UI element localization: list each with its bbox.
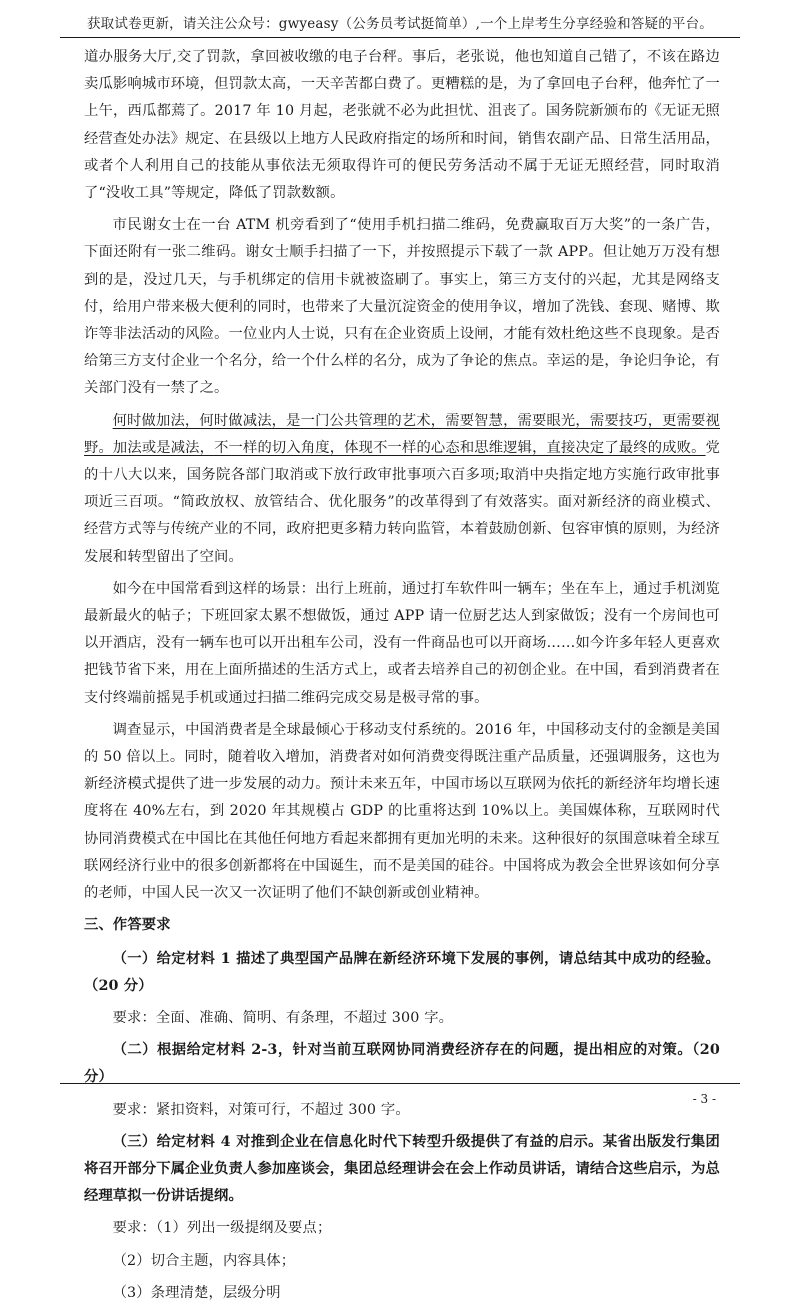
question-3-requirement-2: （2）切合主题，内容具体； bbox=[112, 1252, 296, 1269]
header-notice-text: 获取试卷更新，请关注公众号：gwyeasy（公务员考试挺简单）,一个上岸考生分享经验和答疑的平台。 bbox=[86, 16, 713, 32]
section-title: 三、作答要求 bbox=[84, 917, 171, 934]
question-3-requirement-3: （3）条理清楚，层级分明 bbox=[112, 1284, 281, 1301]
paragraph-qr-fraud: 市民谢女士在一台 ATM 机旁看到了“使用手机扫描二维码，免费赢取百万大奖”的一条广告，下面还附有一张二维码。谢女士顺手扫描了一下，并按照提示下载了一款 APP。但让她万万没有想到的是，没过几天，与手机绑定的信用卡就被盗刷了。事实上，第三方支付的兴起，尤其是网络支付，给用户带来极大便利的同时，也带来了大量沉淀资金的使用争议，增加了洗钱、套现、赌博、欺诈等非法活动的风险。一位业内人士说，只有在企业资质上设闸，才能有效杜绝这些不良现象。是否给第三方支付企业一个名分，给一个什么样的名分，成为了争论的焦点。幸运的是，争论归争论，有关部门没有一禁了之。 bbox=[84, 217, 720, 397]
underlined-key-sentence: 何时做加法，何时做减法，是一门公共管理的艺术，需要智慧，需要眼光，需要技巧，更需要视野。加法或是减法，不一样的切入角度，体现不一样的心态和思维逻辑，直接决定了最终的成败。 bbox=[84, 412, 720, 456]
question-2-requirement: 要求：紧扣资料，对策可行，不超过 300 字。 bbox=[112, 1101, 410, 1118]
question-1: （一）给定材料 1 描述了典型国产品牌在新经济环境下发展的事例，请总结其中成功的经验。（20 分） bbox=[84, 950, 720, 994]
paragraph-governance bbox=[84, 408, 720, 571]
paragraph-mobile-payment: 调查显示，中国消费者是全球最倾心于移动支付系统的。2016 年，中国移动支付的金额是美国的 50 倍以上。同时，随着收入增加，消费者对如何消费变得既注重产品质量，还强调服务，这也为新经济模式提供了进一步发展的动力。预计未来五年，中国市场以互联网为依托的新经济年均增长速度将在 40%左右，到 2020 年其规模占 GDP 的比重将达到 10%以上。美国媒体称，互联网时代协同消费模式在中国比在其他任何地方看起来都拥有更加光明的未来。这种很好的氛围意味着全球互联网经济行业中的很多创新都将在中国诞生，而不是美国的硅谷。中国将成为教会全世界该如何分享的老师，中国人民一次又一次证明了他们不缺创新或创业精神。 bbox=[84, 721, 720, 902]
paragraph-street-vendor: 道办服务大厅,交了罚款，拿回被收缴的电子台秤。事后，老张说，他也知道自己错了，不该在路边卖瓜影响城市环境，但罚款太高，一天辛苦都白费了。更糟糕的是，为了拿回电子台秤，他奔忙了一上午，西瓜都蔫了。2017 年 10 月起，老张就不必为此担忧、沮丧了。国务院新颁布的《无证无照经营查处办法》规定、在县级以上地方人民政府指定的场所和时间，销售农副产品、日常生活用品，或者个人利用自己的技能从事依法无须取得许可的便民劳务活动不属于无证无照经营，同时取消了“没收工具”等规定，降低了罚款数额。 bbox=[84, 49, 720, 202]
page-number: - 3 - bbox=[692, 1092, 716, 1106]
question-3: （三）给定材料 4 对推到企业在信息化时代下转型升级提供了有益的启示。某省出版发行集团将召开部分下属企业负责人参加座谈会，集团总经理讲会在会上作动员讲话，请结合这些启示，为总经理草拟一份讲话提纲。 bbox=[84, 1133, 720, 1205]
question-2: （二）根据给定材料 2-3，针对当前互联网协同消费经济存在的问题，提出相应的对策。（20 分） bbox=[84, 1042, 720, 1086]
document-body bbox=[84, 44, 720, 1312]
page-header bbox=[60, 14, 740, 38]
question-3-requirement-1: 要求：（1）列出一级提纲及要点； bbox=[112, 1220, 332, 1237]
governance-rest-text: 党的十八大以来，国务院各部门取消或下放行政审批事项六百多项;取消中央指定地方实施行政审批事项近三百项。“简政放权、放管结合、优化服务”的改革得到了有效落实。面对新经济的商业模式、经营方式等与传统产业的不同，政府把更多精力转向监管，本着鼓励创新、包容审慎的原则，为经济发展和转型留出了空间。 bbox=[84, 439, 720, 565]
footer-divider bbox=[60, 1083, 740, 1084]
question-1-requirement: 要求：全面、准确、简明、有条理，不超过 300 字。 bbox=[112, 1009, 454, 1026]
paragraph-sharing-scenes: 如今在中国常看到这样的场景：出行上班前，通过打车软件叫一辆车；坐在车上，通过手机浏览最新最火的帖子；下班回家太累不想做饭，通过 APP 请一位厨艺达人到家做饭；没有一个房间也可以开酒店，没有一辆车也可以开出租车公司，没有一件商品也可以开商场……如今许多年轻人更喜欢把钱节省下来，用在上面所描述的生活方式上，或者去培养自己的初创企业。在中国，看到消费者在支付终端前摇晃手机或通过扫描二维码完成交易是极寻常的事。 bbox=[84, 580, 720, 706]
